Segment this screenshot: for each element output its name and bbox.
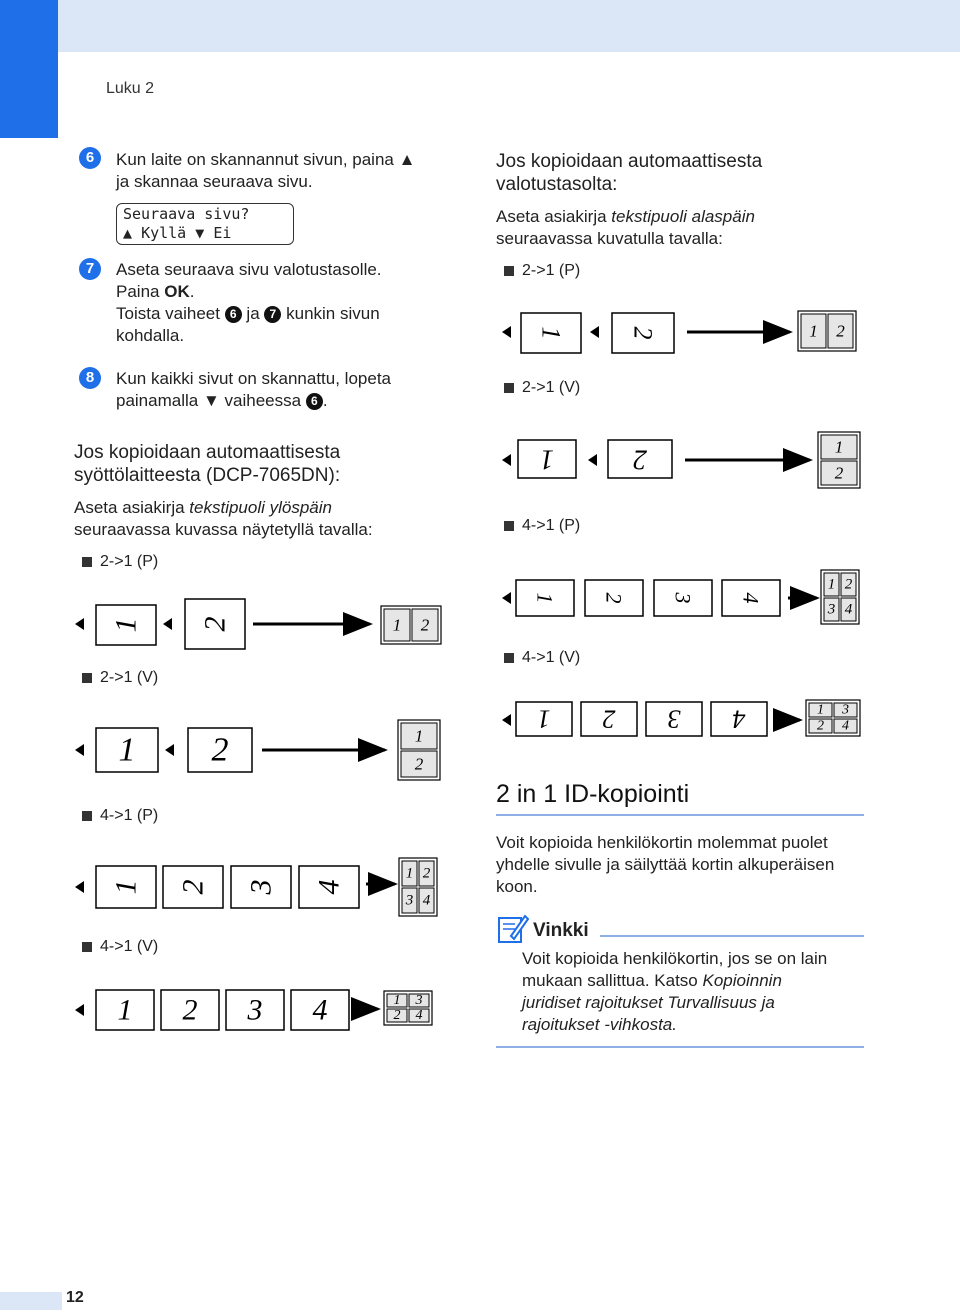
page-digit: 1 bbox=[536, 326, 566, 340]
lcd-display: Seuraava sivu? ▲ Kyllä ▼ Ei bbox=[116, 203, 294, 245]
result-digit: 2 bbox=[393, 1008, 401, 1023]
page-digit: 1 bbox=[117, 993, 133, 1027]
result-digit: 2 bbox=[422, 865, 431, 882]
feed-direction-icon bbox=[588, 454, 597, 466]
feed-direction-icon bbox=[502, 454, 511, 466]
feed-direction-icon bbox=[502, 326, 511, 338]
layout-label: 4->1 (V) bbox=[100, 938, 159, 955]
result-digit: 1 bbox=[817, 702, 824, 718]
heading-rule bbox=[496, 814, 864, 816]
layout-label: 2->1 (V) bbox=[522, 379, 581, 396]
result-digit: 2 bbox=[817, 718, 824, 734]
step-8-text: Kun kaikki sivut on skannattu, lopeta painamalla ▼ vaiheessa 6 . bbox=[116, 369, 391, 410]
result-digit: 1 bbox=[405, 865, 414, 882]
page-digit: 1 bbox=[109, 879, 143, 895]
result-digit: 3 bbox=[415, 993, 423, 1008]
result-digit: 1 bbox=[827, 576, 836, 593]
page-digit: 1 bbox=[540, 443, 554, 475]
page-digit: 4 bbox=[312, 993, 328, 1027]
feed-direction-icon bbox=[590, 326, 599, 338]
result-digit: 1 bbox=[392, 615, 402, 635]
layout-label: 4->1 (V) bbox=[522, 649, 581, 666]
page-digit: 3 bbox=[670, 592, 696, 604]
page-digit: 2 bbox=[633, 443, 647, 475]
id-copy-text: Voit kopioida henkilökortin molemmat puolet yhdelle sivulle ja säilyttää kortin alkuperäisen koon. bbox=[496, 833, 835, 896]
result-digit: 2 bbox=[836, 321, 845, 341]
result-digit: 1 bbox=[414, 726, 424, 746]
page-digit: 1 bbox=[118, 731, 136, 769]
page-digit: 1 bbox=[109, 617, 143, 633]
down-arrow-icon: ▼ bbox=[195, 224, 205, 242]
feed-direction-icon bbox=[502, 592, 511, 604]
page-digit: 1 bbox=[537, 704, 551, 734]
layout-label: 2->1 (P) bbox=[522, 262, 581, 279]
page-digit: 4 bbox=[738, 592, 764, 604]
feed-direction-icon bbox=[75, 881, 84, 893]
result-digit: 2 bbox=[414, 754, 424, 774]
page-digit: 3 bbox=[244, 879, 278, 895]
glass-heading: Jos kopioidaan automaattisesta valotustasolta: bbox=[496, 151, 763, 195]
result-digit: 3 bbox=[827, 601, 836, 618]
page-digit: 2 bbox=[602, 704, 616, 734]
step-number: 7 bbox=[79, 258, 101, 280]
step-number: 6 bbox=[79, 147, 101, 169]
adf-heading: Jos kopioidaan automaattisesta syöttölaitteesta (DCP-7065DN): bbox=[74, 442, 341, 486]
page-digit: 1 bbox=[532, 592, 558, 604]
page-number: 12 bbox=[66, 1289, 84, 1306]
result-digit: 4 bbox=[842, 718, 849, 734]
layout-label: 2->1 (V) bbox=[100, 669, 159, 686]
note-title: Vinkki bbox=[533, 920, 589, 941]
page-digit: 2 bbox=[198, 616, 232, 632]
feed-direction-icon bbox=[75, 1004, 84, 1016]
note-rule bbox=[600, 935, 864, 937]
page-digit: 2 bbox=[176, 879, 210, 895]
page-digit: 2 bbox=[628, 326, 658, 340]
feed-direction-icon bbox=[163, 618, 172, 630]
feed-direction-icon bbox=[75, 744, 84, 756]
feed-direction-icon bbox=[75, 618, 84, 630]
step-7-text: Aseta seuraava sivu valotustasolle. Paina OK. Toista vaiheet 6 ja 7 kunkin sivun kohdalla. bbox=[116, 260, 382, 345]
layout-label: 2->1 (P) bbox=[100, 553, 159, 570]
result-digit: 4 bbox=[844, 601, 853, 618]
result-digit: 2 bbox=[420, 615, 430, 635]
page-digit: 3 bbox=[247, 993, 263, 1027]
page-digit: 2 bbox=[211, 731, 229, 769]
result-digit: 1 bbox=[834, 437, 844, 457]
result-digit: 3 bbox=[842, 702, 849, 718]
page-digit: 2 bbox=[601, 592, 627, 604]
page-digit: 2 bbox=[182, 993, 198, 1027]
up-arrow-icon: ▲ bbox=[398, 150, 416, 169]
result-digit: 4 bbox=[422, 892, 431, 909]
up-arrow-icon: ▲ bbox=[123, 224, 133, 242]
down-arrow-icon: ▼ bbox=[202, 391, 220, 410]
feed-direction-icon bbox=[502, 714, 511, 726]
layout-label: 4->1 (P) bbox=[522, 517, 581, 534]
note-pencil-icon bbox=[497, 912, 529, 944]
chapter-label: Luku 2 bbox=[106, 80, 155, 97]
glass-instructions: Aseta asiakirja tekstipuoli alaspäin seuraavassa kuvatulla tavalla: bbox=[496, 207, 755, 248]
result-digit: 2 bbox=[834, 463, 844, 483]
layout-label: 4->1 (P) bbox=[100, 807, 159, 824]
result-digit: 1 bbox=[393, 993, 401, 1008]
id-copy-heading: 2 in 1 ID-kopiointi bbox=[496, 780, 690, 808]
result-digit: 4 bbox=[415, 1008, 423, 1023]
footer-bar bbox=[0, 1292, 62, 1310]
result-digit: 3 bbox=[405, 892, 414, 909]
page-digit: 3 bbox=[667, 704, 681, 734]
step-6-text: Kun laite on skannannut sivun, paina ▲ ja skannaa seuraava sivu. bbox=[116, 150, 416, 191]
page-digit: 4 bbox=[732, 704, 746, 734]
step-number: 8 bbox=[79, 367, 101, 389]
note-bottom-rule bbox=[496, 1046, 864, 1048]
page-digit: 4 bbox=[312, 879, 346, 895]
result-digit: 1 bbox=[809, 321, 818, 341]
note-text: Voit kopioida henkilökortin, jos se on lain mukaan sallittua. Katso Kopioinnin juridiset rajoitukset Turvallisuus ja rajoitukset -vihkosta. bbox=[522, 949, 828, 1034]
adf-instructions: Aseta asiakirja tekstipuoli ylöspäin seuraavassa kuvassa näytetyllä tavalla: bbox=[74, 498, 373, 539]
feed-direction-icon bbox=[165, 744, 174, 756]
result-digit: 2 bbox=[844, 576, 853, 593]
